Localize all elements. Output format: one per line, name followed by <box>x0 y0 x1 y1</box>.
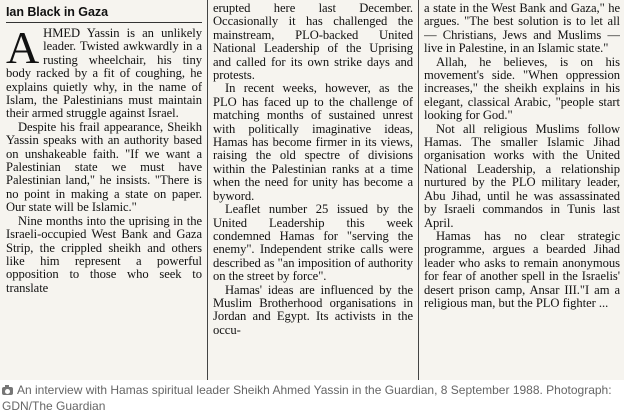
paragraph: In recent weeks, however, as the PLO has faced up to the challenge of matching months of sustained unrest with politically imaginative ideas, Hamas has become firmer in its views, raising the old spectre of divisions within the Palestinian ranks at a time when the need for unity has become a byword. <box>213 81 413 203</box>
paragraph: Hamas' ideas are influenced by the Muslim Brotherhood organisations in Jordan and Egypt. Its activists in the occu- <box>213 282 413 337</box>
lead-paragraph <box>6 22 202 121</box>
column-rule <box>418 0 419 380</box>
article-column-3 <box>424 2 620 380</box>
caption-text: An interview with Hamas spiritual leader Sheikh Ahmed Yassin in the Guardian, 8 September 1988. Photograph: GDN/The Guardian <box>2 383 612 413</box>
paragraph: a state in the West Bank and Gaza," he argues. "The best solution is to let all — Christians, Jews and Muslims — live in Palestine, in an Islamic state." <box>424 2 620 56</box>
byline: Ian Black in Gaza <box>6 4 202 23</box>
paragraph: Leaflet number 25 issued by the United Leadership this week condemned Hamas for "serving the enemy". Independent strike calls were described as "an imposition of authority on the street by force". <box>213 202 413 284</box>
article-column-2 <box>213 2 413 380</box>
paragraph: Nine months into the uprising in the Israeli-occupied West Bank and Gaza Strip, the crippled sheikh and others like him represent a powerful opposition to those who seek to translate <box>6 213 202 295</box>
paragraph: Not all religious Muslims follow Hamas. The smaller Islamic Jihad organisation works with the United National Leadership, a relationship nurtured by the PLO military leader, Abu Jihad, until he was assassinated by Israeli commandos in Tunis last April. <box>424 121 620 230</box>
paragraph: erupted here last December. Occasionally it has challenged the mainstream, PLO-backed United National Leadership of the Uprising and called for its own strike days and protests. <box>213 2 413 83</box>
paragraph: Despite his frail appearance, Sheikh Yassin speaks with an authority based on unshakeable faith. "If we want a Palestinian state we must have Palestinian land," he insists. "There is no point in making a state on paper. Our state will be Islamic." <box>6 119 202 215</box>
paragraph: Allah, he believes, is on his movement's side. "When oppression increases," the sheikh explains in his elegant, classical Arabic, "people start looking for God." <box>424 54 620 123</box>
column-rule <box>207 0 208 380</box>
drop-cap: A <box>6 22 40 73</box>
photo-caption <box>2 382 622 414</box>
paragraph: Hamas has no clear strategic programme, argues a bearded Jihad leader who asks to remain anonymous for fear of another spell in the Israelis' desert prison camp, Ansar III."I am a religious man, but the PLO fighter ... <box>424 228 620 310</box>
article-column-1 <box>6 0 202 380</box>
lead-paragraph-text: HMED Yassin is an unlikely leader. Twisted awkwardly in a rusting wheelchair, his tiny body racked by a fit of coughing, he explains quietly why, in the name of Islam, the Palestinians must maintain their armed struggle against Israel. <box>6 26 202 121</box>
camera-icon <box>2 387 13 395</box>
